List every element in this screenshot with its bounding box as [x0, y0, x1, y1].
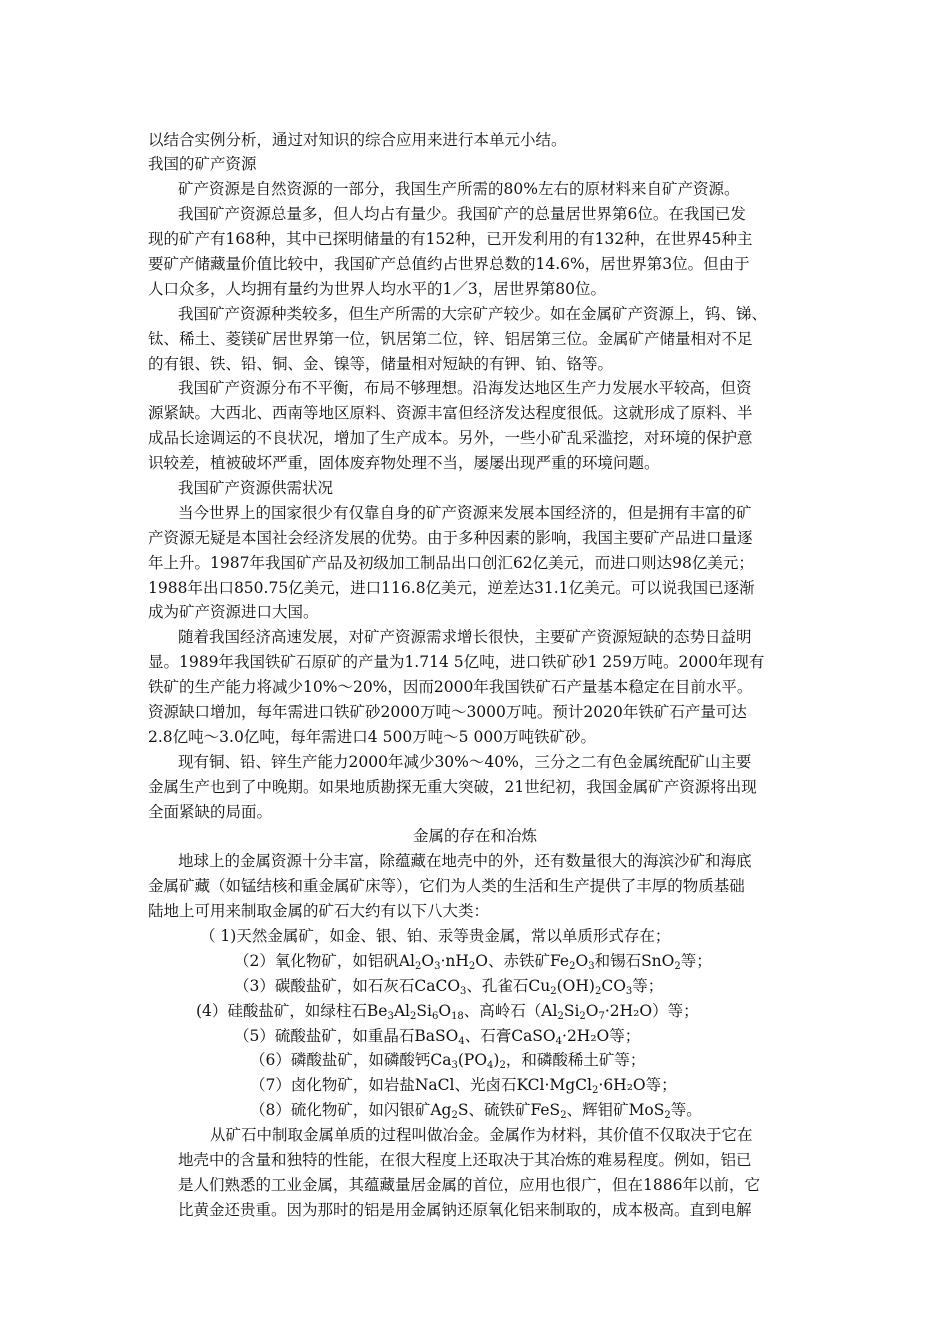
ore-category-3: （3）碳酸盐矿，如石灰石CaCO$_3$、孔雀石$Cu_2(OH)_2CO_3$等；	[234, 977, 664, 997]
text-line: 年上升。1987年我国矿产品及初级加工制品出口创汇62亿美元，而进口则达98亿美元；	[148, 554, 754, 572]
ore-category-5: （5）硫酸盐矿，如重晶石BaSO$_4$、石膏CaSO$_4$·2H₂O等；	[234, 1027, 641, 1047]
ore-category-8: （8）硫化物矿，如闪银矿$Ag_2S$、硫铁矿FeS$_2$、辉钼矿MoS$_2$等。	[250, 1101, 702, 1121]
section-heading: 我国的矿产资源	[148, 155, 257, 173]
text-line: 成为矿产资源进口大国。	[148, 603, 319, 621]
text-line: 资源缺口增加，每年需进口铁矿砂2000万吨～3000万吨。预计2020年铁矿石产量可达	[148, 703, 747, 721]
text-line: 我国矿产资源总量多，但人均占有量少。我国矿产的总量居世界第6位。在我国已发	[178, 205, 746, 223]
text-line: 产资源无疑是本国社会经济发展的优势。由于多种因素的影响，我国主要矿产品进口量逐	[148, 529, 753, 547]
text-line: 人口众多，人均拥有量约为世界人均水平的1／3，居世界第80位。	[148, 280, 606, 298]
ore-category-1: （ 1)天然金属矿，如金、银、铂、汞等贵金属，常以单质形式存在；	[200, 927, 671, 945]
text-line: 以结合实例分析，通过对知识的综合应用来进行本单元小结。	[148, 131, 567, 149]
text-line: 全面紧缺的局面。	[148, 803, 273, 821]
text-line: 陆地上可用来制取金属的矿石大约有以下八大类：	[148, 902, 490, 920]
text-line: 2.8亿吨～3.0亿吨，每年需进口4 500万吨～5 000万吨铁矿砂。	[148, 728, 597, 746]
text-line: 现的矿产有168种，其中已探明储量的有152种，已开发利用的有132种，在世界45种主	[148, 230, 753, 248]
text-line: 是人们熟悉的工业金属，其蕴藏量居金属的首位，应用也很广，但在1886年以前，它	[178, 1176, 760, 1194]
text-line: 要矿产储藏量价值比较中，我国矿产总值约占世界总数的14.6%，居世界第3位。但由于	[148, 255, 750, 273]
ore-category-4: (4）硅酸盐矿，如绿柱石$Be_3Al_2Si_6O_{18}$、高岭石$(Al_2Si_2O_7\cdot 2H_2O)$等；	[196, 1002, 699, 1022]
ore-category-6: （6）磷酸盐矿，如磷酸钙$Ca_3(PO_4)_2$，和磷酸稀土矿等；	[250, 1051, 646, 1071]
text-line: 成品长途调运的不良状况，增加了生产成本。另外，一些小矿乱采滥挖，对环境的保护意	[148, 429, 753, 447]
ore-category-7: （7）卤化物矿，如岩盐NaCl、光卤石KCl·MgCl$_2$·6H₂O等；	[250, 1076, 677, 1096]
text-line: 识较差，植被破坏严重，固体废弃物处理不当，屡屡出现严重的环境问题。	[148, 454, 660, 472]
section-title: 金属的存在和冶炼	[412, 827, 537, 845]
ore-category-2: （2）氧化物矿，如铝矾$Al_2O_3\cdot nH_2O$、赤铁矿$Fe_2O_3$和锡石SnO$_2$等；	[234, 952, 712, 972]
text-line: 显。1989年我国铁矿石原矿的产量为1.714 5亿吨，进口铁矿砂1 259万吨。2000年现有	[148, 653, 765, 671]
text-line: 金属生产也到了中晚期。如果地质勘探无重大突破，21世纪初，我国金属矿产资源将出现	[148, 778, 757, 796]
text-line: 现有铜、铅、锌生产能力2000年减少30%～40%，三分之二有色金属统配矿山主要	[178, 753, 752, 771]
text-line: 金属矿藏（如锰结核和重金属矿床等），它们为人类的生活和生产提供了丰厚的物质基础	[148, 877, 745, 895]
text-line: 地壳中的含量和独特的性能，在很大程度上还取决于其冶炼的难易程度。例如，铝已	[178, 1151, 752, 1169]
text-line: 源紧缺。大西北、西南等地区原料、资源丰富但经济发达程度很低。这就形成了原料、半	[148, 404, 753, 422]
text-line: 铁矿的生产能力将减少10%～20%，因而2000年我国铁矿石产量基本稳定在目前水平。	[148, 678, 753, 696]
text-line: 我国矿产资源分布不平衡，布局不够理想。沿海发达地区生产力发展水平较高，但资	[178, 379, 752, 397]
text-line: 钛、稀土、菱镁矿居世界第一位，钒居第二位，锌、铝居第三位。金属矿产储量相对不足	[148, 330, 753, 348]
text-line: 1988年出口850.75亿美元，进口116.8亿美元，逆差达31.1亿美元。可以说我国已逐渐	[148, 579, 755, 597]
text-line: 从矿石中制取金属单质的过程叫做冶金。金属作为材料，其价值不仅取决于它在	[210, 1126, 753, 1144]
text-line: 随着我国经济高速发展，对矿产资源需求增长很快，主要矿产资源短缺的态势日益明	[178, 628, 752, 646]
text-line: 比黄金还贵重。因为那时的铝是用金属钠还原氧化铝来制取的，成本极高。直到电解	[178, 1201, 752, 1219]
text-line: 我国矿产资源种类较多，但生产所需的大宗矿产较少。如在金属矿产资源上，钨、锑、	[178, 305, 768, 323]
text-line: 的有银、铁、铅、铜、金、镍等，储量相对短缺的有钾、铂、铬等。	[148, 355, 614, 373]
text-line: 当今世界上的国家很少有仅靠自身的矿产资源来发展本国经济的，但是拥有丰富的矿	[178, 504, 752, 522]
text-line: 矿产资源是自然资源的一部分，我国生产所需的80%左右的原材料来自矿产资源。	[178, 180, 740, 198]
text-line: 地球上的金属资源十分丰富，除蕴藏在地壳中的外，还有数量很大的海滨沙矿和海底	[178, 852, 752, 870]
section-heading: 我国矿产资源供需状况	[178, 479, 334, 497]
